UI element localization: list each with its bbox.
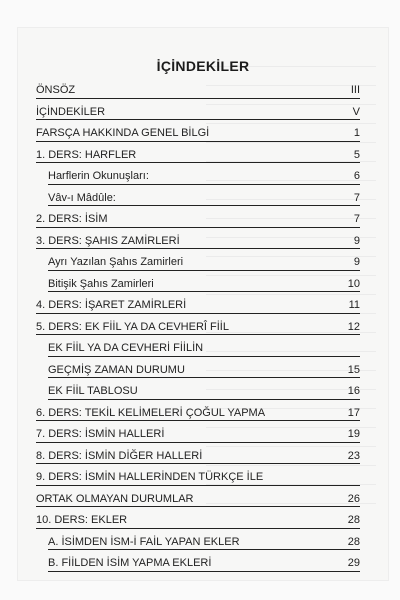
toc-entry-label: İÇİNDEKİLER bbox=[36, 105, 106, 118]
toc-entry-page: 1 bbox=[353, 127, 360, 139]
toc-entry-page: 10 bbox=[347, 277, 360, 290]
toc-entry bbox=[36, 102, 360, 124]
toc-entry-page: 7 bbox=[353, 191, 360, 204]
toc-entry-label: 6. DERS: TEKİL KELİMELERİ ÇOĞUL YAPMA bbox=[36, 406, 266, 419]
toc-entry-label: 8. DERS: İSMİN DİĞER HALLERİ bbox=[36, 449, 203, 462]
toc-entry bbox=[36, 231, 360, 253]
toc-entry bbox=[36, 446, 360, 468]
toc-entry bbox=[36, 209, 360, 231]
toc-entry-label: 5. DERS: EK FİİL YA DA CEVHERÎ FİİL bbox=[36, 320, 229, 333]
toc-entry-page: 29 bbox=[347, 557, 360, 569]
toc-entry-label: 7. DERS: İSMİN HALLERİ bbox=[36, 428, 165, 440]
toc-entry bbox=[36, 403, 360, 425]
toc-entry-label: 9. DERS: İSMİN HALLERİNDEN TÜRKÇE İLE bbox=[36, 471, 264, 483]
toc-entry bbox=[48, 553, 360, 575]
toc-entry-label: Harflerin Okunuşları: bbox=[48, 170, 149, 182]
toc-entry bbox=[36, 510, 360, 532]
toc-entry-page: 28 bbox=[347, 514, 360, 526]
toc-entry-label: ORTAK OLMAYAN DURUMLAR bbox=[36, 492, 194, 505]
toc-entry-page: 9 bbox=[353, 234, 360, 247]
toc-entry-page: 15 bbox=[347, 363, 360, 376]
toc-underline bbox=[36, 98, 360, 99]
toc-entry-page: 26 bbox=[347, 492, 360, 505]
toc-entry-page: III bbox=[350, 84, 360, 96]
toc-entry-label: 4. DERS: İŞARET ZAMİRLERİ bbox=[36, 299, 187, 311]
toc-entry bbox=[48, 360, 360, 382]
toc-entry-page: 19 bbox=[347, 428, 360, 440]
toc-entry-label: ÖNSÖZ bbox=[36, 84, 76, 96]
toc-entry-page: 16 bbox=[347, 385, 360, 397]
toc-entry bbox=[36, 145, 360, 167]
toc-entry bbox=[48, 381, 360, 403]
table-of-contents bbox=[18, 58, 388, 575]
toc-entry-label: Vâv-ı Mâdûle: bbox=[48, 191, 116, 204]
toc-entry bbox=[36, 80, 360, 102]
toc-entry bbox=[48, 188, 360, 210]
toc-entry-page: 7 bbox=[353, 213, 360, 225]
toc-entry-label: EK FİİL YA DA CEVHERİ FİİLİN bbox=[48, 342, 204, 354]
toc-entry-page: 28 bbox=[347, 535, 360, 548]
toc-entry bbox=[48, 532, 360, 554]
toc-entry-label: 10. DERS: EKLER bbox=[36, 514, 128, 526]
toc-entry-label: GEÇMİŞ ZAMAN DURUMU bbox=[48, 363, 185, 376]
toc-entry bbox=[36, 317, 360, 339]
toc-entry-page: 5 bbox=[353, 148, 360, 161]
toc-entry bbox=[36, 295, 360, 317]
book-page bbox=[18, 28, 388, 580]
toc-entry bbox=[36, 489, 360, 511]
toc-entry-label: 2. DERS: İSİM bbox=[36, 213, 108, 225]
toc-entry bbox=[36, 424, 360, 446]
toc-entry-label: A. İSİMDEN İSM-İ FAİL YAPAN EKLER bbox=[48, 535, 240, 548]
toc-entry-page: 17 bbox=[347, 406, 360, 419]
toc-entry bbox=[48, 338, 360, 360]
toc-entry-label: EK FİİL TABLOSU bbox=[48, 385, 138, 397]
toc-entry-page: 23 bbox=[347, 449, 360, 462]
toc-entry-page: 12 bbox=[347, 320, 360, 333]
toc-entry-page: V bbox=[352, 105, 360, 118]
toc-entry bbox=[48, 252, 360, 274]
toc-title: İÇİNDEKİLER bbox=[156, 58, 250, 74]
toc-entry-page: 6 bbox=[353, 170, 360, 182]
toc-entry bbox=[48, 166, 360, 188]
toc-entry-label: B. FİİLDEN İSİM YAPMA EKLERİ bbox=[48, 557, 212, 569]
toc-entry-page: 9 bbox=[353, 256, 360, 268]
toc-entry bbox=[48, 274, 360, 296]
toc-entry-label: Bitişik Şahıs Zamirleri bbox=[48, 277, 154, 290]
toc-entry bbox=[36, 123, 360, 145]
toc-entry bbox=[36, 467, 360, 489]
toc-entry-label: FARSÇA HAKKINDA GENEL BİLGİ bbox=[36, 127, 210, 139]
toc-entry-label: Ayrı Yazılan Şahıs Zamirleri bbox=[48, 256, 184, 268]
toc-entry-label: 3. DERS: ŞAHIS ZAMİRLERİ bbox=[36, 234, 180, 247]
toc-entry-page: 11 bbox=[348, 299, 360, 311]
toc-entry-label: 1. DERS: HARFLER bbox=[36, 148, 137, 161]
toc-list bbox=[18, 80, 388, 575]
